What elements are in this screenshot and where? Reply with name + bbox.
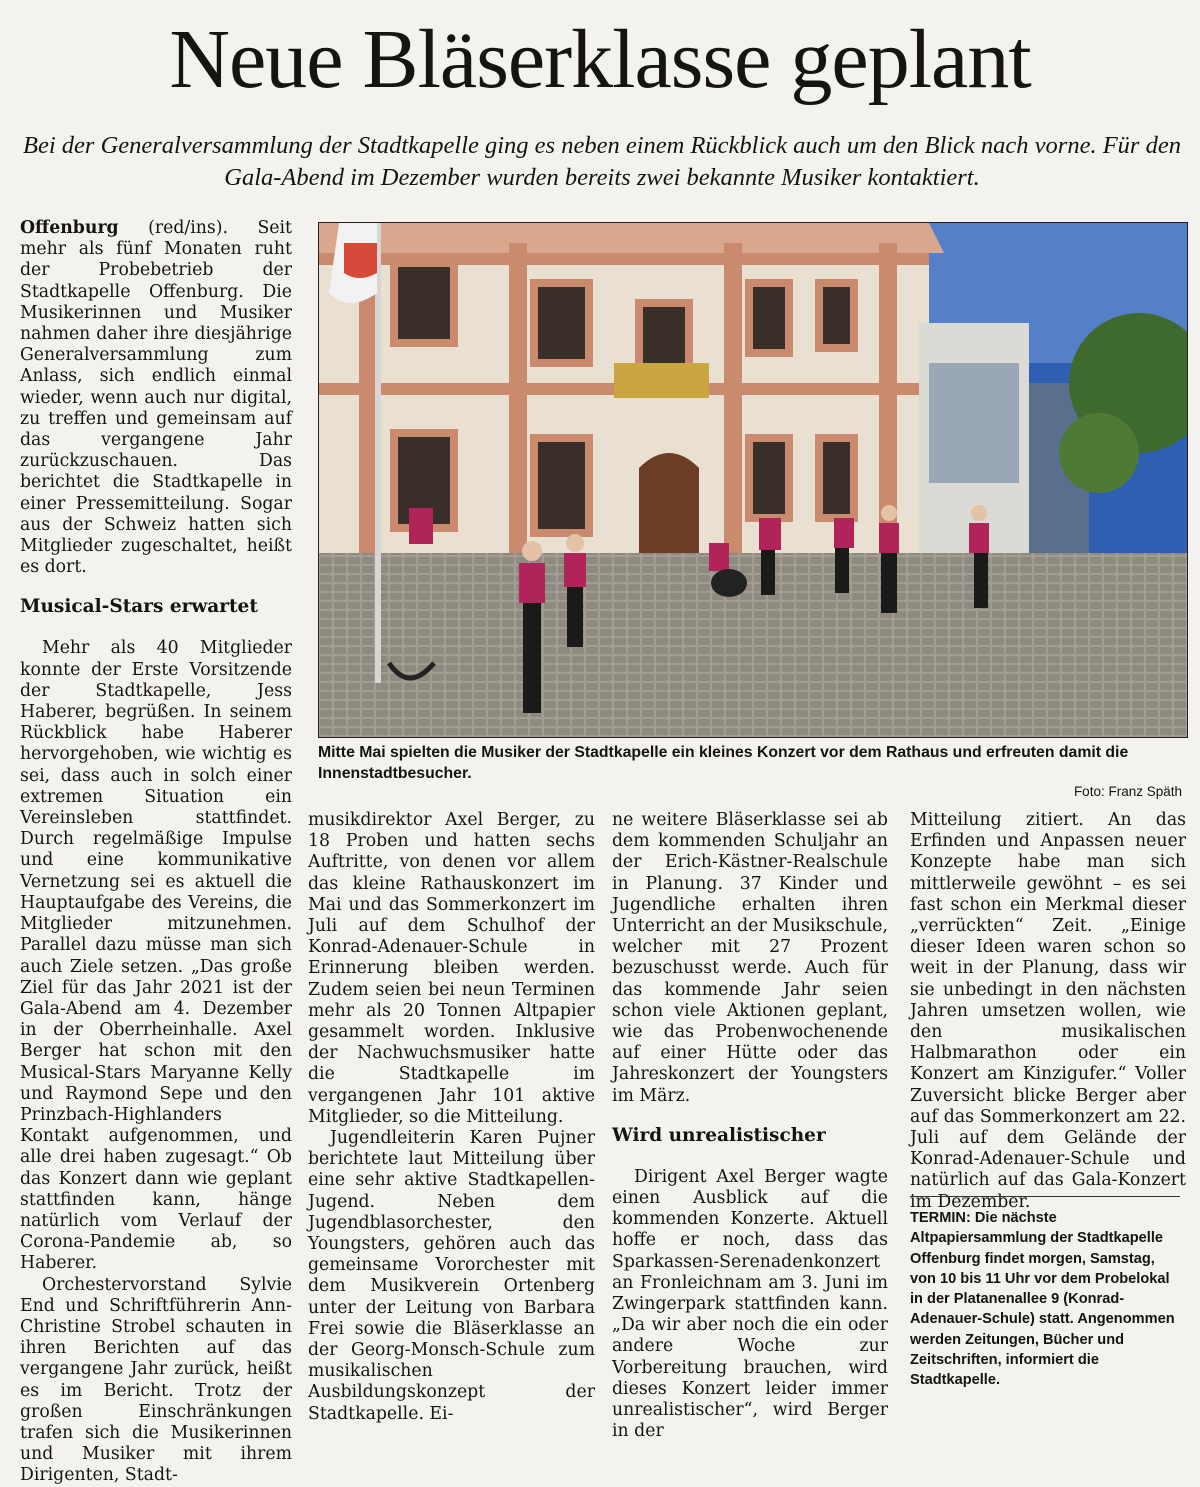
byline: (red/ins). [118, 218, 258, 238]
headline: Neue Bläserklasse geplant [169, 13, 1031, 106]
article-column-1 [20, 218, 292, 1487]
paragraph: Mehr als 40 Mitglieder konnte der Erste Vorsitzende der Stadtkapelle, Jess Haberer, begrüßen. In seinem Rückblick habe Haberer hervorgehoben, wie wichtig es sei, dass auch in solch einer extremen Situation ein Vereinsleben stattfindet. Durch regelmäßige Impulse und eine kommunikative Vernetzung sei es aktuell die Hauptaufgabe des Vereins, die Mitglieder mitzunehmen. Parallel dazu müsse man sich auch Ziele setzen. „Das große Ziel für das Jahr 2021 ist der Gala-Abend am 4. Dezember in der Oberrheinhalle. Axel Berger hat schon mit den Musical-Stars Maryanne Kelly und Raymond Sepe und den Prinzbach-Highlanders Kontakt aufgenommen, und alle drei haben zugesagt.“ Ob das Konzert dann wie geplant stattfinden kann, hänge natürlich vom Verlauf der Corona-Pandemie ab, so Haberer. [20, 638, 292, 1274]
article-column-2 [308, 810, 595, 1425]
photo-rathaus-concert [318, 222, 1188, 738]
photo-image [319, 223, 1187, 737]
paragraph-text: Seit mehr als fünf Monaten ruht der Probebetrieb der Stadtkapelle Offenburg. Die Musikerinnen und Musiker nahmen daher ihre diesjährige Generalversammlung zum Anlass, sich endlich einmal wieder, wenn auch nur digital, zu treffen und gemeinsam auf das vergangene Jahr zurückzuschauen. Das berichtet die Stadtkapelle in einer Pressemitteilung. Sogar aus der Schweiz hatten sich Mitglieder zugeschaltet, heißt es dort. [20, 218, 292, 578]
dateline: Offenburg [20, 218, 119, 238]
termin-box: TERMIN: Die nächste Altpapiersammlung der Stadtkapelle Offenburg findet morgen, Samstag, von 10 bis 11 Uhr vor dem Probelokal in der Platanenallee 9 (Konrad-Adenauer-Schule) statt. Angenommen werden Zeitungen, Bücher und Zeitschriften, informiert die Stadtkapelle. [910, 1210, 1175, 1389]
photo-credit: Foto: Franz Späth [1073, 784, 1182, 799]
subheading: Wird unrealistischer [612, 1124, 826, 1146]
paragraph [20, 218, 292, 578]
paragraph: ne weitere Bläserklasse sei ab dem kommenden Schuljahr an der Erich-Kästner-Realschule in Planung. 37 Kinder und Jugendliche erhalten ihren Unterricht an der Musikschule, welcher mit 27 Prozent bezuschusst werde. Auch für das kommende Jahr seien schon viele Aktionen geplant, wie das Probenwochenende auf einer Hütte oder das Jahreskonzert der Youngsters im März. [612, 810, 888, 1106]
article-column-3 [612, 810, 888, 1442]
paragraph: musikdirektor Axel Berger, zu 18 Proben und hatten sechs Auftritte, von denen vor allem das kleine Rathauskonzert im Mai und das Sommerkonzert im Juli auf dem Schulhof der Konrad-Adenauer-Schule in Erinnerung bleiben werden. Zudem seien bei neun Terminen mehr als 20 Tonnen Altpapier gesammelt worden. Inklusive der Nachwuchsmusiker hatte die Stadtkapelle im vergangenen Jahr 101 aktive Mitglieder, so die Mitteilung. [308, 810, 595, 1127]
photo-caption: Mitte Mai spielten die Musiker der Stadtkapelle ein kleines Konzert vor dem Rathaus und erfreuten damit die Innenstadtbesucher. [318, 744, 1129, 782]
article-column-4 [910, 810, 1186, 1213]
subheading: Musical-Stars erwartet [20, 596, 258, 618]
paragraph: Orchestervorstand Sylvie End und Schriftführerin Ann-Christine Strobel schauten in ihren Berichten auf das vergangene Jahr zurück, heißt es im Bericht. Trotz der großen Einschränkungen trafen sich die Musikerinnen und Musiker mit ihrem Dirigenten, Stadt- [20, 1274, 292, 1486]
termin-divider [910, 1196, 1180, 1197]
paragraph: Jugendleiterin Karen Pujner berichtete laut Mitteilung über eine sehr aktive Stadtkapellen-Jugend. Neben dem Jugendblasorchester, den Youngsters, gehören auch das gemeinsame Vororchester mit dem Musikverein Ortenberg unter der Leitung von Barbara Frei sowie die Bläserklasse an der Georg-Monsch-Schule zum musikalischen Ausbildungskonzept der Stadtkapelle. Ei- [308, 1128, 595, 1424]
lead-paragraph: Bei der Generalversammlung der Stadtkapelle ging es neben einem Rückblick auch um den Blick nach vorne. Für den Gala-Abend im Dezember wurden bereits zwei bekannte Musiker kontaktiert. [23, 132, 1181, 191]
paragraph: Dirigent Axel Berger wagte einen Ausblick auf die kommenden Konzerte. Aktuell hoffe er noch, dass das Sparkassen-Serenadenkonzert an Fronleichnam am 3. Juni im Zwingerpark stattfinden kann. „Da wir aber noch die ein oder andere Woche zur Vorbereitung brauchen, wird dieses Konzert leider immer unrealistischer“, wird Berger in der [612, 1166, 888, 1442]
paragraph: Mitteilung zitiert. An das Erfinden und Anpassen neuer Konzepte habe man sich mittlerweile gewöhnt – es sei fast schon ein Merkmal dieser „verrückten“ Zeit. „Einige dieser Ideen waren schon so weit in der Planung, dass wir sie unbedingt in den nächsten Jahren umsetzen wollen, wie den musikalischen Halbmarathon oder ein Konzert am Kinzigufer.“ Voller Zuversicht blicke Berger aber auf das Sommerkonzert am 22. Juli auf dem Gelände der Konrad-Adenauer-Schule und natürlich auf das Gala-Konzert im Dezember. [910, 810, 1186, 1212]
